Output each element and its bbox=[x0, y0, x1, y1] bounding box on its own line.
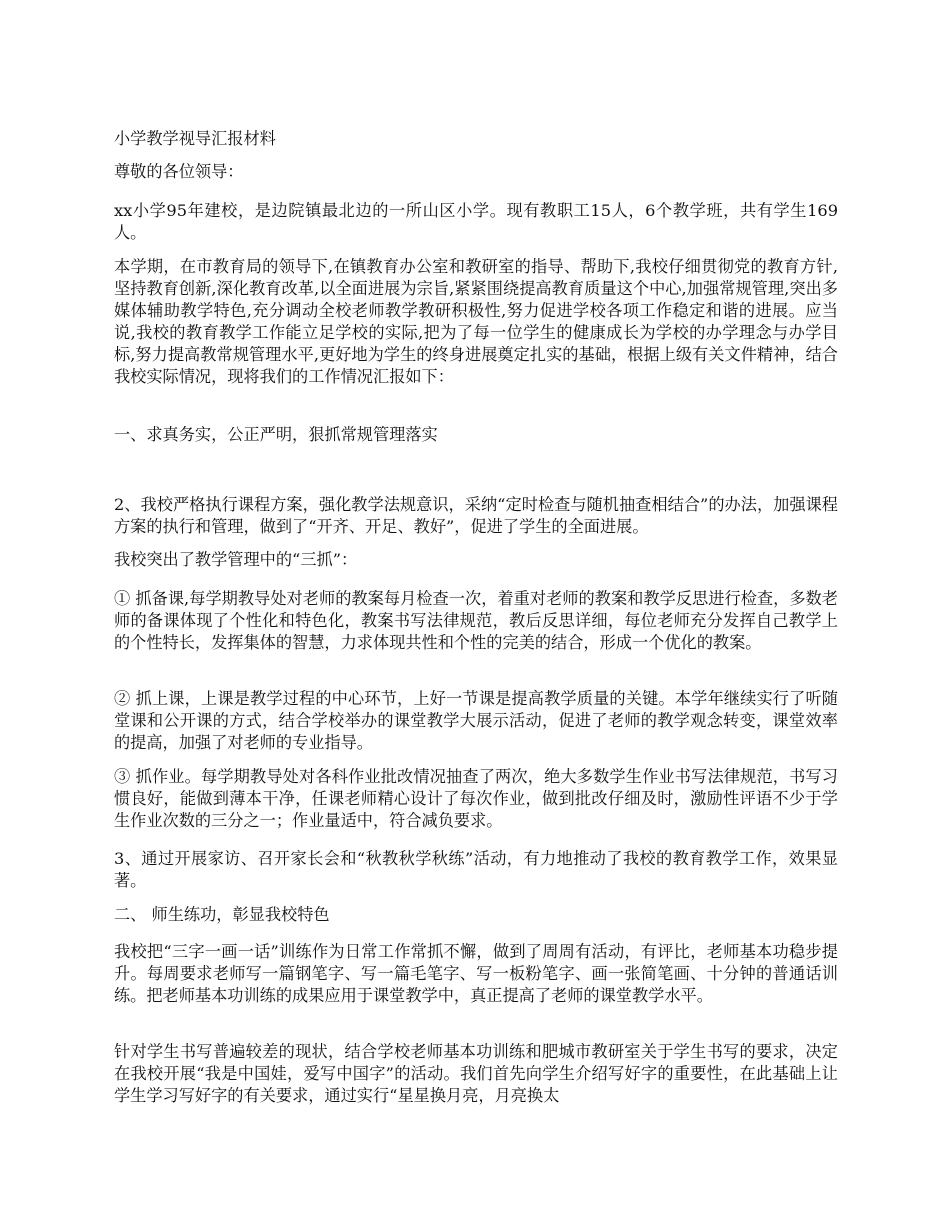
item2-paragraph: 2、我校严格执行课程方案，强化教学法规意识，采纳“定时检查与随机抽查相结合”的办法，加强课程方案的执行和管理，做到了“开齐、开足、教好”，促进了学生的全面进展。 bbox=[114, 495, 838, 536]
overview-paragraph: 本学期，在市教育局的领导下,在镇教育办公室和教研室的指导、帮助下,我校仔细贯彻党的教育方针,坚持教育创新,深化教育改革,以全面进展为宗旨,紧紧围绕提高教育质量这个中心,加强常规管理,突出多媒体辅助教学特色,充分调动全校老师教学教研积极性,努力促进学校各项工作稳定和谐的进展。应当说,我校的教育教学工作能立足学校的实际,把为了每一位学生的健康成长为学校的办学理念与办学目标,努力提高教常规管理水平,更好地为学生的终身进展奠定扎实的基础，根据上级有关文件精神，结合我校实际情况，现将我们的工作情况汇报如下： bbox=[114, 257, 838, 386]
greeting: 尊敬的各位领导： bbox=[114, 162, 244, 181]
section2-paragraph-2: 针对学生书写普遍较差的现状，结合学校老师基本功训练和肥城市教研室关于学生书写的要求，决定在我校开展“我是中国娃，爱写中国字”的活动。我们首先向学生介绍写好字的重要性，在此基础上让学生学习写好字的有关要求，通过实行“星星换月亮，月亮换太 bbox=[114, 1042, 838, 1105]
intro-paragraph: xx小学95年建校，是边院镇最北边的一所山区小学。现有教职工15人，6个教学班，共有学生169人。 bbox=[114, 201, 838, 242]
section1-heading: 一、求真务实，公正严明，狠抓常规管理落实 bbox=[114, 425, 438, 444]
grasp1-paragraph: ① 抓备课,每学期教导处对老师的教案每月检查一次，着重对老师的教案和教学反思进行检查，多数老师的备课体现了个性化和特色化，教案书写法律规范，教后反思详细，每位老师充分发挥自己教学上的个性特长，发挥集体的智慧，力求体现共性和个性的完美的结合，形成一个优化的教案。 bbox=[114, 589, 838, 652]
item3-paragraph: 3、通过开展家访、召开家长会和“秋教秋学秋练”活动，有力地推动了我校的教育教学工作，效果显著。 bbox=[114, 849, 838, 890]
section2-paragraph-1: 我校把“三字一画一话”训练作为日常工作常抓不懈，做到了周周有活动，有评比，老师基本功稳步提升。每周要求老师写一篇钢笔字、写一篇毛笔字、写一板粉笔字、画一张简笔画、十分钟的普通话训练。把老师基本功训练的成果应用于课堂教学中，真正提高了老师的课堂教学水平。 bbox=[114, 942, 838, 1005]
grasp3-paragraph: ③ 抓作业。每学期教导处对各科作业批改情况抽查了两次，绝大多数学生作业书写法律规范，书写习惯良好，能做到薄本干净，任课老师精心设计了每次作业，做到批改仔细及时，激励性评语不少于学生作业次数的三分之一；作业量适中，符合减负要求。 bbox=[114, 767, 838, 830]
document-title: 小学教学视导汇报材料 bbox=[114, 129, 276, 148]
section2-heading: 二、 师生练功，彰显我校特色 bbox=[114, 905, 330, 924]
grasp2-paragraph: ② 抓上课，上课是教学过程的中心环节，上好一节课是提高教学质量的关键。本学年继续实行了听随堂课和公开课的方式，结合学校举办的课堂教学大展示活动，促进了老师的教学观念转变，课堂效率的提高，加强了对老师的专业指导。 bbox=[114, 689, 838, 752]
three-grasps-intro: 我校突出了教学管理中的“三抓”： bbox=[114, 550, 358, 569]
